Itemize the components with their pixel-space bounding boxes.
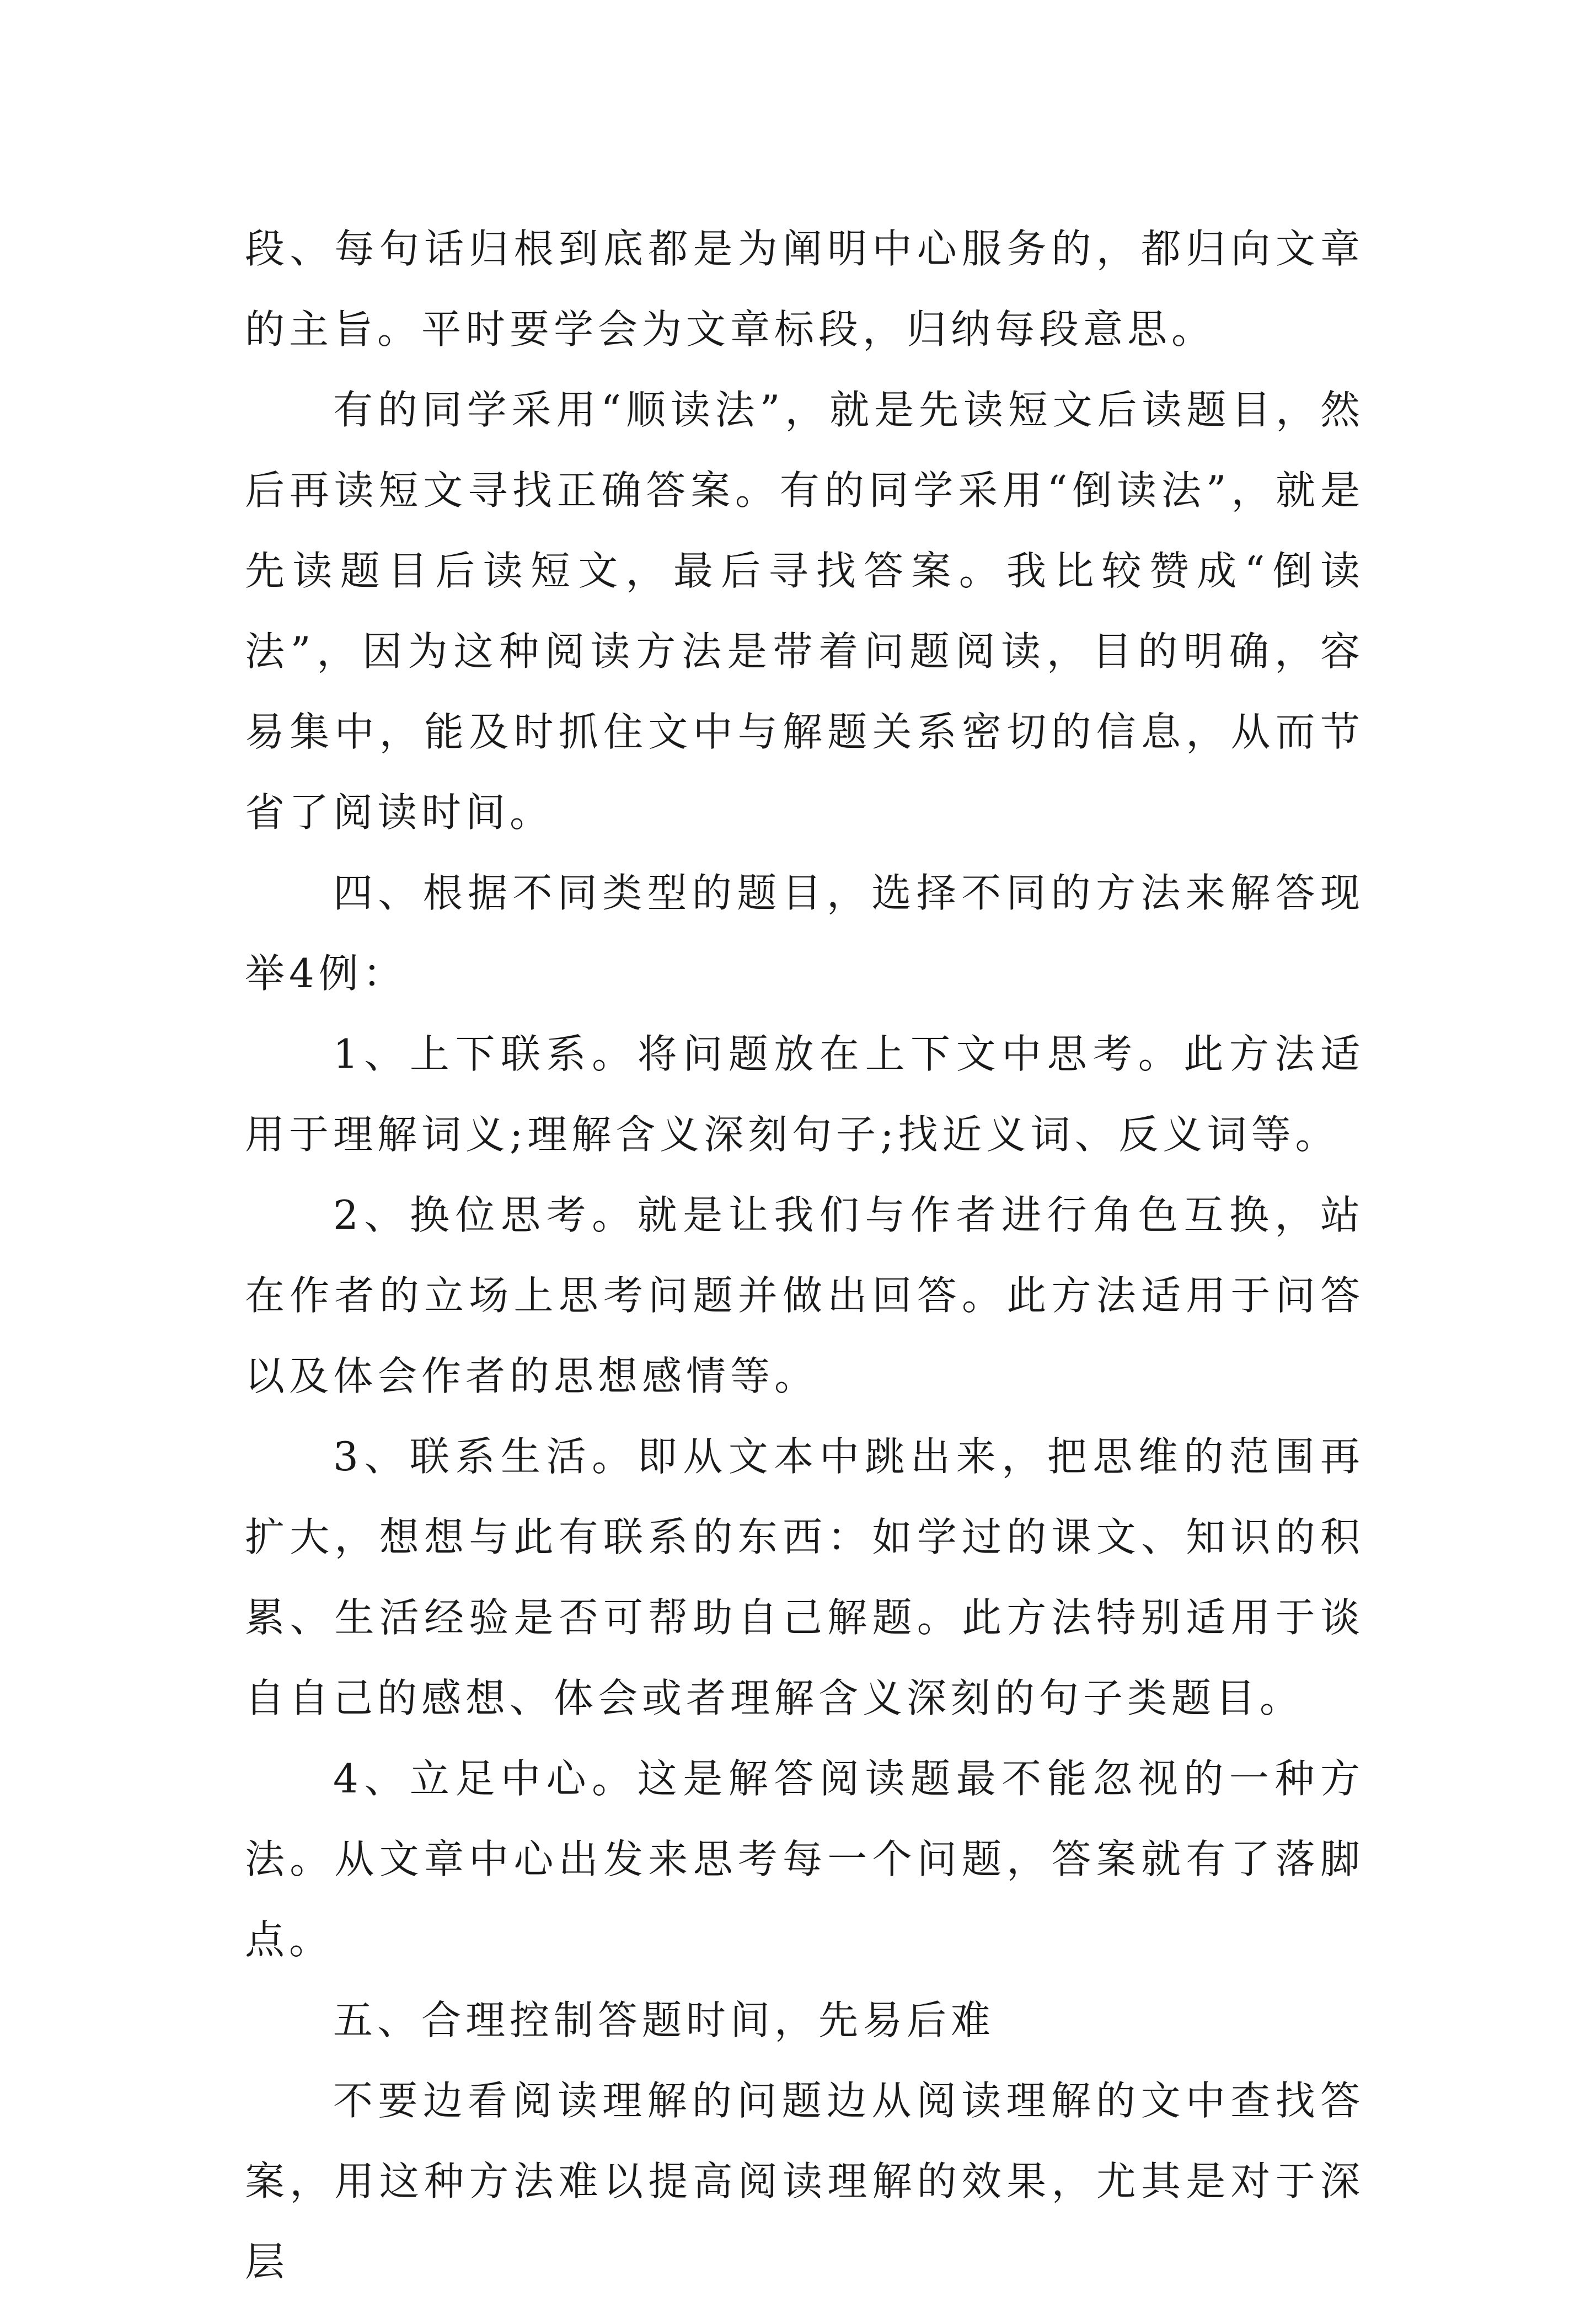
- paragraph-8: 五、合理控制答题时间，先易后难: [333, 1997, 995, 2043]
- paragraph-9: 不要边看阅读理解的问题边从阅读理解的文中查找答案，用这种方法难以提高阅读理解的效果，尤其是对于深层: [245, 2078, 1364, 2285]
- paragraph-5: 2、换位思考。就是让我们与作者进行角色互换，站在作者的立场上思考问题并做出回答。此方法适用于问答以及体会作者的思想感情等。: [245, 1192, 1364, 1399]
- paragraph-6: 3、联系生活。即从文本中跳出来，把思维的范围再扩大，想想与此有联系的东西：如学过的课文、知识的积累、生活经验是否可帮助自己解题。此方法特别适用于谈自自己的感想、体会或者理解含义深刻的句子类题目。: [245, 1433, 1364, 1721]
- paragraph-4: 1、上下联系。将问题放在上下文中思考。此方法适用于理解词义;理解含义深刻句子;找近义词、反义词等。: [245, 1031, 1364, 1158]
- paragraph-3: 四、根据不同类型的题目，选择不同的方法来解答现举4例：: [245, 870, 1364, 997]
- paragraph-1: 段、每句话归根到底都是为阐明中心服务的，都归向文章的主旨。平时要学会为文章标段，归纳每段意思。: [245, 226, 1364, 352]
- paragraph-2: 有的同学采用“顺读法”，就是先读短文后读题目，然后再读短文寻找正确答案。有的同学采用“倒读法”，就是先读题目后读短文，最后寻找答案。我比较赞成“倒读法”，因为这种阅读方法是带着问题阅读，目的明确，容易集中，能及时抓住文中与解题关系密切的信息，从而节省了阅读时间。: [245, 387, 1364, 836]
- paragraph-7: 4、立足中心。这是解答阅读题最不能忽视的一种方法。从文章中心出发来思考每一个问题，答案就有了落脚点。: [245, 1755, 1364, 1963]
- document-body: [245, 208, 1364, 2302]
